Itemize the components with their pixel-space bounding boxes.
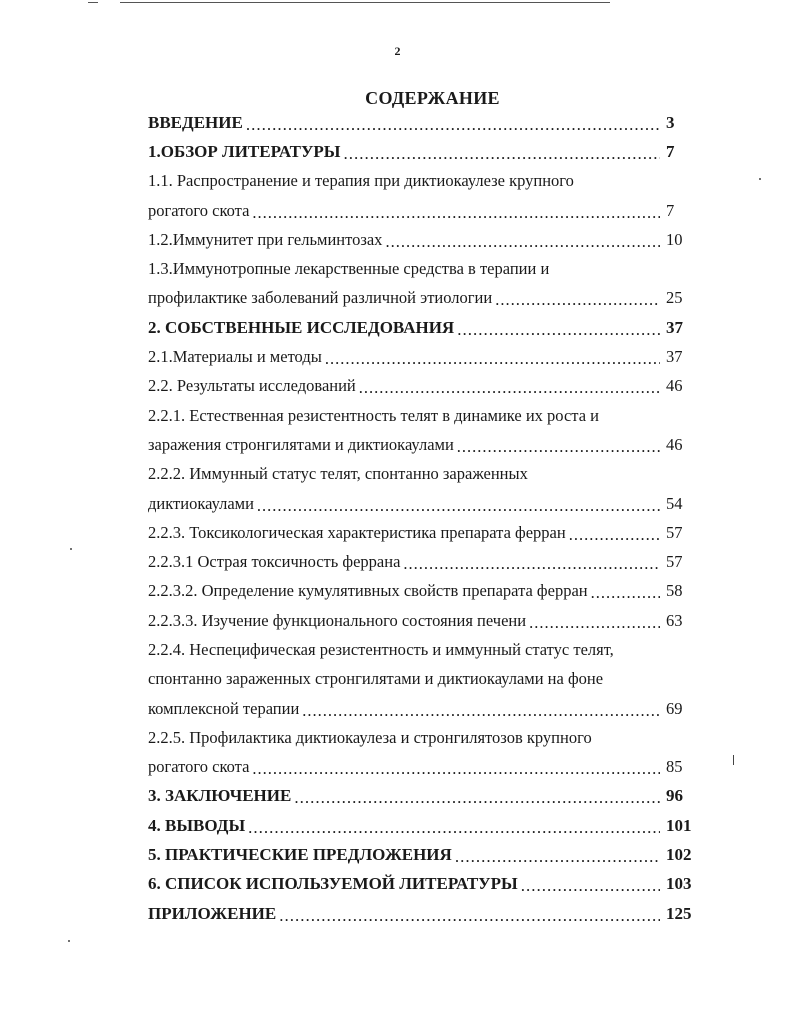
toc-entry (148, 840, 700, 869)
toc-leader-dots (495, 290, 660, 310)
page-title: СОДЕРЖАНИЕ (365, 88, 500, 108)
toc-leader-dots (252, 203, 660, 223)
table-of-contents (148, 108, 700, 928)
toc-entry-page: 46 (666, 434, 683, 454)
toc-entry-label: 2.2.3.2. Определение кумулятивных свойств препарата ферран (148, 581, 588, 601)
toc-entry (148, 518, 700, 547)
toc-entry-page: 101 (666, 815, 692, 835)
toc-entry (148, 342, 700, 371)
toc-entry (148, 753, 700, 782)
toc-entry-label: ВВЕДЕНИЕ (148, 112, 243, 132)
toc-leader-dots (457, 320, 660, 340)
toc-leader-dots (257, 496, 660, 516)
toc-entry-page: 69 (666, 698, 683, 718)
scan-speck (68, 940, 70, 942)
toc-leader-dots (457, 437, 660, 457)
toc-entry-label: рогатого скота (148, 757, 250, 777)
toc-entry-page: 7 (666, 141, 675, 161)
toc-entry-label: 2. СОБСТВЕННЫЕ ИССЛЕДОВАНИЯ (148, 317, 455, 337)
toc-entry-page: 57 (666, 552, 683, 572)
scan-speck (759, 178, 761, 180)
toc-entry (148, 225, 700, 254)
toc-entry-label: 5. ПРАКТИЧЕСКИЕ ПРЕДЛОЖЕНИЯ (148, 845, 452, 865)
toc-entry-page: 37 (666, 347, 683, 367)
toc-entry-label: 1.3.Иммунотропные лекарственные средства в терапии и (148, 259, 550, 279)
scan-artifact-line (120, 2, 610, 3)
toc-entry-label: 2.1.Материалы и методы (148, 347, 322, 367)
toc-entry-label: 6. СПИСОК ИСПОЛЬЗУЕМОЙ ЛИТЕРАТУРЫ (148, 874, 518, 894)
toc-entry-label: спонтанно зараженных стронгилятами и диктиокаулами на фоне (148, 669, 604, 689)
toc-leader-dots (248, 818, 660, 838)
toc-entry-page: 10 (666, 229, 683, 249)
toc-entry (148, 489, 700, 518)
toc-entry-page: 102 (666, 845, 692, 865)
toc-leader-dots (403, 554, 660, 574)
toc-entry-label: 2.2. Результаты исследований (148, 376, 356, 396)
toc-entry-page: 25 (666, 288, 683, 308)
toc-entry (148, 870, 700, 899)
toc-entry-page: 85 (666, 757, 683, 777)
toc-entry-page: 96 (666, 786, 683, 806)
toc-entry (148, 577, 700, 606)
toc-leader-dots (252, 759, 660, 779)
scan-speck (733, 755, 734, 765)
toc-entry-page: 46 (666, 376, 683, 396)
toc-entry (148, 606, 700, 635)
toc-entry (148, 137, 700, 166)
toc-leader-dots (302, 701, 660, 721)
toc-leader-dots (569, 525, 660, 545)
toc-leader-dots (521, 876, 660, 896)
toc-entry-label: 2.2.2. Иммунный статус телят, спонтанно зараженных (148, 464, 528, 484)
toc-entry-page: 54 (666, 493, 683, 513)
toc-entry (148, 782, 700, 811)
toc-entry (148, 460, 700, 489)
toc-entry (148, 167, 700, 196)
toc-entry (148, 313, 700, 342)
toc-entry-page: 103 (666, 874, 692, 894)
toc-entry (148, 694, 700, 723)
toc-entry-page: 63 (666, 610, 683, 630)
toc-entry-label: заражения стронгилятами и диктиокаулами (148, 434, 454, 454)
toc-entry-page: 57 (666, 522, 683, 542)
scan-artifact-line (88, 2, 98, 3)
toc-entry-label: диктиокаулами (148, 493, 254, 513)
page-number: 2 (394, 44, 401, 58)
toc-leader-dots (359, 378, 660, 398)
scan-speck (70, 548, 72, 550)
toc-entry-page: 58 (666, 581, 683, 601)
toc-entry-label: 3. ЗАКЛЮЧЕНИЕ (148, 786, 292, 806)
toc-entry-label: рогатого скота (148, 200, 250, 220)
toc-entry-page: 7 (666, 200, 675, 220)
toc-leader-dots (529, 613, 660, 633)
toc-leader-dots (591, 583, 660, 603)
toc-leader-dots (246, 115, 660, 135)
toc-entry-page: 3 (666, 112, 675, 132)
toc-entry (148, 811, 700, 840)
toc-entry-label: 1.2.Иммунитет при гельминтозах (148, 229, 383, 249)
toc-entry-label: 1.ОБЗОР ЛИТЕРАТУРЫ (148, 141, 341, 161)
toc-entry-label: 2.2.3. Токсикологическая характеристика препарата ферран (148, 522, 566, 542)
toc-entry (148, 547, 700, 576)
toc-leader-dots (385, 232, 660, 252)
toc-entry (148, 635, 700, 664)
toc-entry-label: профилактике заболеваний различной этиологии (148, 288, 493, 308)
toc-entry (148, 284, 700, 313)
toc-entry (148, 430, 700, 459)
toc-entry-page: 37 (666, 317, 683, 337)
toc-entry-label: 4. ВЫВОДЫ (148, 815, 246, 835)
toc-entry (148, 196, 700, 225)
toc-entry-label: 2.2.4. Неспецифическая резистентность и иммунный статус телят, (148, 639, 614, 659)
toc-leader-dots (455, 847, 660, 867)
toc-entry (148, 401, 700, 430)
toc-entry-page: 125 (666, 903, 692, 923)
toc-entry (148, 899, 700, 928)
toc-entry-label: 2.2.3.3. Изучение функционального состояния печени (148, 610, 527, 630)
toc-leader-dots (325, 349, 660, 369)
toc-entry (148, 108, 700, 137)
toc-entry-label: 2.2.3.1 Острая токсичность феррана (148, 552, 401, 572)
toc-entry (148, 372, 700, 401)
toc-leader-dots (344, 144, 661, 164)
toc-entry-label: комплексной терапии (148, 698, 300, 718)
toc-entry (148, 723, 700, 752)
toc-entry-label: 2.2.5. Профилактика диктиокаулеза и стронгилятозов крупного (148, 727, 592, 747)
toc-entry (148, 665, 700, 694)
toc-leader-dots (279, 906, 660, 926)
toc-entry-label: 2.2.1. Естественная резистентность телят в динамике их роста и (148, 405, 599, 425)
toc-entry-label: ПРИЛОЖЕНИЕ (148, 903, 277, 923)
toc-leader-dots (294, 788, 660, 808)
toc-entry-label: 1.1. Распространение и терапия при диктиокаулезе крупного (148, 171, 574, 191)
toc-entry (148, 254, 700, 283)
